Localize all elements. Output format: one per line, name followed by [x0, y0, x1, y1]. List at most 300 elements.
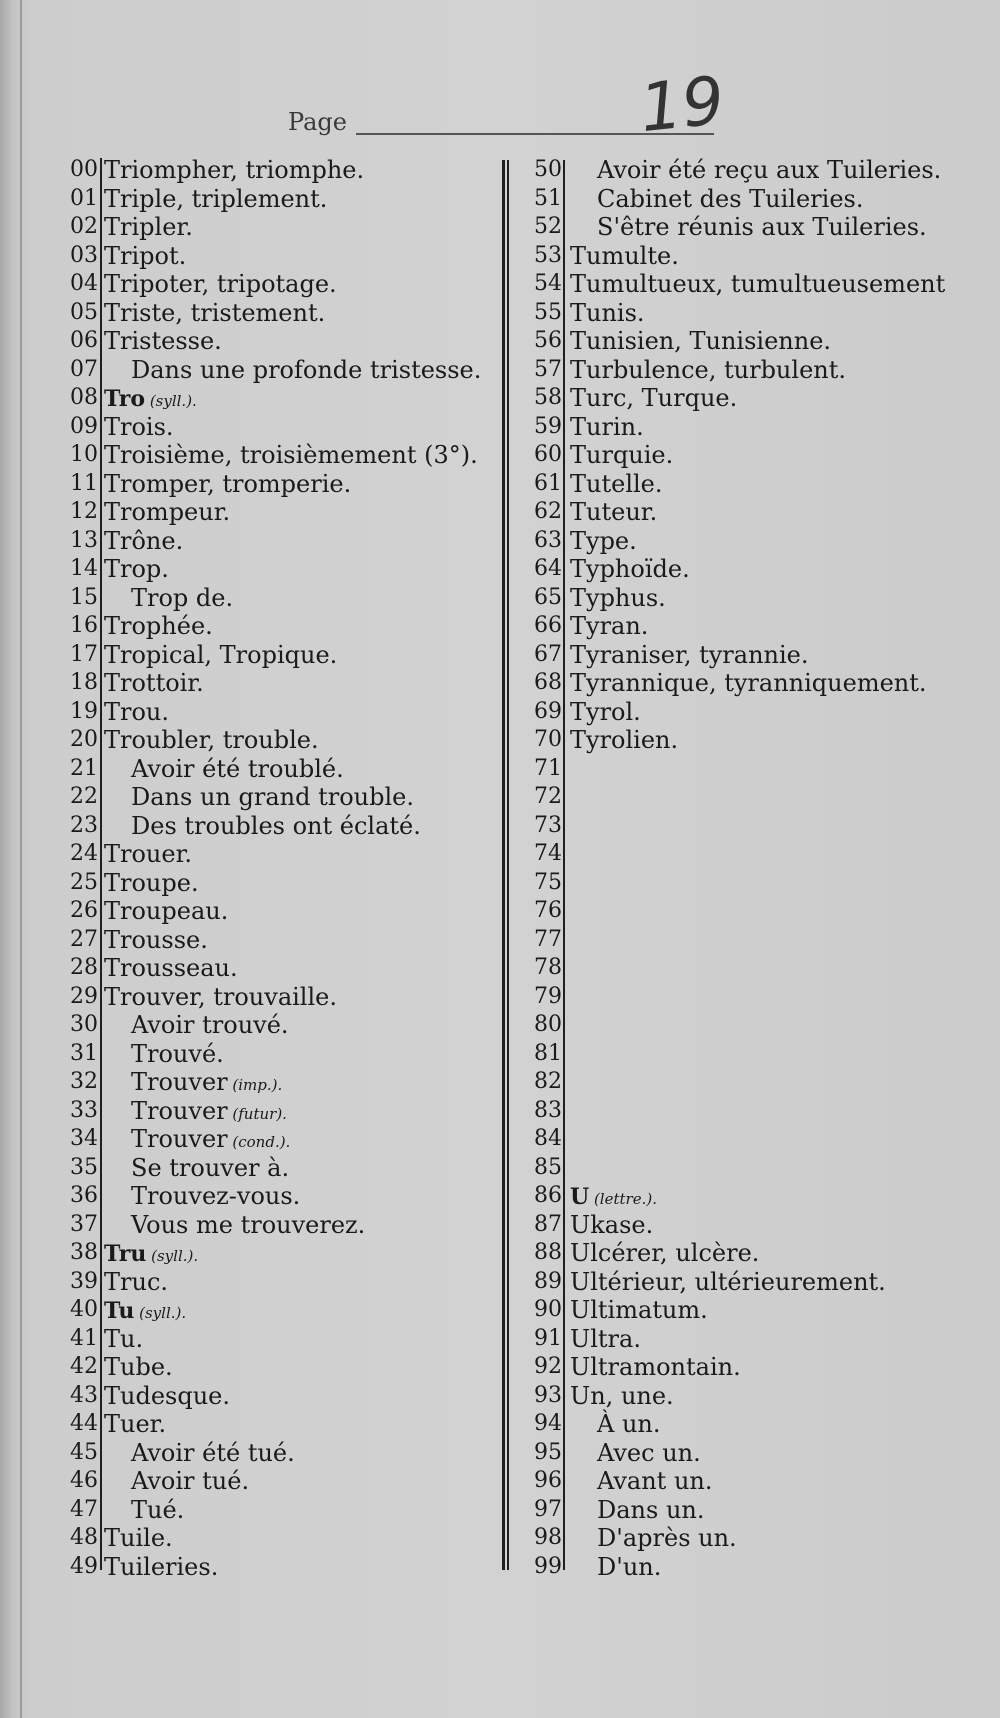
entry-text — [570, 498, 657, 527]
entry-row — [54, 726, 500, 755]
entry-word: Tripot. — [104, 241, 187, 270]
entry-row — [518, 1496, 1000, 1525]
entry-text — [570, 698, 641, 727]
entry-text — [104, 384, 197, 416]
entry-row — [54, 1125, 500, 1154]
entry-number: 04 — [70, 271, 98, 296]
entry-word: À un. — [597, 1410, 661, 1438]
entry-word: Troisième, troisièmement (3°). — [104, 441, 478, 469]
entry-number: 87 — [534, 1211, 562, 1237]
center-double-rule-left — [502, 160, 505, 1570]
entry-text — [570, 1211, 653, 1240]
entry-number: 41 — [70, 1325, 98, 1351]
entry-text — [570, 1296, 708, 1325]
entry-row — [54, 1439, 500, 1468]
entry-word: Tunisien, Tunisienne. — [570, 327, 832, 355]
entry-text — [104, 1410, 166, 1439]
entry-number: 08 — [70, 385, 98, 410]
entry-word: Trophée. — [104, 612, 213, 640]
entry-row — [518, 954, 1000, 983]
entry-word: Trouvé. — [131, 1039, 224, 1068]
page-label: Page — [288, 108, 347, 136]
entry-note: (cond.). — [227, 1133, 291, 1151]
entry-row — [518, 327, 1000, 356]
entry-text — [131, 755, 344, 784]
entry-text — [104, 242, 186, 271]
entry-number: 34 — [70, 1126, 98, 1151]
entry-number: 00 — [70, 157, 98, 182]
entry-word: Trouver — [131, 1125, 228, 1153]
entry-word: Triompher, triomphe. — [104, 156, 365, 184]
entry-number: 97 — [534, 1496, 562, 1522]
entry-word: Tumulte. — [570, 241, 679, 270]
entry-word: D'un. — [597, 1552, 662, 1581]
entry-row — [54, 812, 500, 841]
entry-number: 60 — [534, 442, 562, 467]
entry-word: U — [570, 1184, 590, 1210]
entry-number: 23 — [70, 812, 98, 838]
entry-row — [54, 983, 500, 1012]
entry-text — [570, 356, 846, 385]
entry-number: 71 — [534, 755, 562, 781]
entry-number: 81 — [534, 1040, 562, 1066]
entry-row — [518, 156, 1000, 185]
entry-row — [518, 242, 1000, 271]
entry-row — [518, 897, 1000, 926]
entry-text — [570, 242, 679, 271]
entry-text — [570, 441, 673, 470]
entry-word: Tunis. — [570, 298, 645, 327]
entry-text — [570, 299, 645, 328]
entry-word: Typhoïde. — [570, 555, 690, 583]
entry-text — [570, 641, 809, 670]
entry-row — [54, 1040, 500, 1069]
entry-word: Avoir trouvé. — [131, 1011, 289, 1039]
entry-word: Ultra. — [570, 1324, 641, 1353]
entry-row — [54, 213, 500, 242]
entry-word: Trouer. — [104, 840, 193, 868]
entry-number: 37 — [70, 1211, 98, 1237]
entry-word: Tudesque. — [104, 1381, 230, 1410]
entry-word: D'après un. — [597, 1524, 737, 1552]
entry-number: 82 — [534, 1069, 562, 1094]
binding-edge — [20, 0, 22, 1718]
entry-row — [518, 527, 1000, 556]
entry-row — [518, 1410, 1000, 1439]
entry-number: 45 — [70, 1439, 98, 1465]
entry-number: 30 — [70, 1012, 98, 1037]
entry-row — [518, 755, 1000, 784]
entry-row — [54, 1182, 500, 1211]
entry-row — [54, 783, 500, 812]
entry-number: 75 — [534, 869, 562, 895]
entry-word: Trottoir. — [104, 669, 204, 697]
entry-text — [104, 1325, 143, 1354]
entry-number: 57 — [534, 356, 562, 382]
entry-number: 66 — [534, 613, 562, 638]
entry-number: 70 — [534, 727, 562, 752]
entry-row — [54, 1496, 500, 1525]
entry-row — [54, 498, 500, 527]
entry-word: Turbulence, turbulent. — [570, 355, 846, 384]
entry-note: (syll.). — [145, 392, 197, 410]
entry-word: Trousse. — [104, 925, 208, 954]
entry-row — [54, 185, 500, 214]
entry-row — [518, 669, 1000, 698]
entry-row — [518, 1553, 1000, 1582]
entry-number: 79 — [534, 983, 562, 1009]
entry-row — [54, 470, 500, 499]
entry-word: Dans une profonde tristesse. — [131, 355, 482, 384]
entry-text — [131, 1211, 365, 1240]
entry-word: Turquie. — [570, 441, 674, 469]
entry-row — [518, 840, 1000, 869]
entry-word: Tripler. — [104, 213, 193, 241]
entry-number: 31 — [70, 1040, 98, 1066]
entry-number: 72 — [534, 784, 562, 809]
entry-text — [104, 954, 238, 983]
entry-text — [570, 1382, 674, 1411]
entry-word: Ultimatum. — [570, 1296, 708, 1324]
entry-row — [518, 555, 1000, 584]
entry-row — [54, 897, 500, 926]
entry-text — [597, 1524, 737, 1553]
entry-number: 25 — [70, 869, 98, 895]
entry-word: Trois. — [104, 412, 174, 441]
entry-number: 93 — [534, 1382, 562, 1408]
entry-text — [104, 1353, 173, 1382]
entry-number: 03 — [70, 242, 98, 268]
entry-text — [131, 1097, 287, 1129]
entry-row — [54, 1467, 500, 1496]
entry-word: Tro — [104, 386, 146, 412]
entry-text — [104, 413, 174, 442]
entry-number: 18 — [70, 670, 98, 695]
entry-word: Tromper, tromperie. — [104, 469, 352, 498]
entry-number: 17 — [70, 641, 98, 667]
entry-text — [104, 1268, 168, 1297]
entry-row — [518, 783, 1000, 812]
entry-row — [518, 1154, 1000, 1183]
entry-row — [54, 869, 500, 898]
entry-number: 26 — [70, 898, 98, 923]
entry-text — [131, 1154, 289, 1183]
entry-number: 80 — [534, 1012, 562, 1037]
entry-text — [597, 1410, 661, 1439]
entry-text — [104, 726, 319, 755]
entry-number: 55 — [534, 299, 562, 325]
entry-row — [518, 1211, 1000, 1240]
entry-word: Des troubles ont éclaté. — [131, 811, 421, 840]
entry-row — [518, 441, 1000, 470]
entry-word: Trop. — [104, 555, 169, 583]
entry-text — [597, 1439, 701, 1468]
entry-word: Tropical, Tropique. — [104, 640, 338, 669]
entry-number: 13 — [70, 527, 98, 553]
entry-text — [104, 669, 204, 698]
entry-number: 98 — [534, 1525, 562, 1550]
entry-number: 99 — [534, 1553, 562, 1579]
entry-number: 84 — [534, 1126, 562, 1151]
entry-row — [518, 612, 1000, 641]
entry-number: 63 — [534, 527, 562, 553]
entry-text — [104, 1553, 218, 1582]
entry-text — [131, 812, 421, 841]
entry-number: 52 — [534, 214, 562, 239]
entry-row — [518, 698, 1000, 727]
entry-text — [570, 669, 927, 698]
entry-text — [131, 1439, 295, 1468]
entry-row — [54, 1296, 500, 1325]
entry-note: (syll.). — [146, 1247, 199, 1265]
entry-row — [518, 270, 1000, 299]
center-double-rule-right — [507, 160, 509, 1570]
entry-word: Troubler, trouble. — [104, 726, 319, 754]
entry-row — [54, 555, 500, 584]
entry-number: 94 — [534, 1411, 562, 1436]
entry-text — [104, 641, 337, 670]
entry-number: 61 — [534, 470, 562, 496]
entry-row — [518, 1382, 1000, 1411]
entry-word: Type. — [570, 526, 637, 555]
entry-text — [131, 1182, 300, 1211]
entry-text — [570, 612, 648, 641]
entry-number: 77 — [534, 926, 562, 952]
entry-row — [518, 1296, 1000, 1325]
entry-number: 36 — [70, 1183, 98, 1208]
entry-word: Trompeur. — [104, 498, 231, 526]
entry-word: Triple, triplement. — [104, 184, 328, 213]
entry-text — [570, 470, 663, 499]
entry-word: Un, une. — [570, 1381, 674, 1410]
entry-number: 11 — [70, 470, 98, 496]
entry-row — [518, 1011, 1000, 1040]
entry-word: Tripoter, tripotage. — [104, 270, 337, 298]
entry-number: 09 — [70, 413, 98, 439]
entry-row — [54, 1154, 500, 1183]
entry-word: Avant un. — [597, 1467, 713, 1495]
entry-word: Trop de. — [131, 583, 234, 612]
entry-word: Tu — [104, 1298, 135, 1324]
entry-row — [54, 1353, 500, 1382]
entry-word: Tué. — [131, 1495, 185, 1524]
entry-number: 10 — [70, 442, 98, 467]
entry-text — [104, 698, 169, 727]
entry-text — [597, 185, 863, 214]
entry-text — [131, 356, 481, 385]
entry-row — [54, 840, 500, 869]
entry-row — [54, 1011, 500, 1040]
entry-note: (futur). — [227, 1104, 287, 1123]
entry-text — [104, 498, 230, 527]
entry-word: Tyran. — [570, 612, 649, 640]
entry-note: (syll.). — [134, 1304, 187, 1322]
entry-row — [518, 1068, 1000, 1097]
entry-row — [518, 812, 1000, 841]
entry-number: 54 — [534, 271, 562, 296]
entry-row — [518, 869, 1000, 898]
entry-number: 47 — [70, 1496, 98, 1522]
entry-text — [570, 1268, 886, 1297]
entry-number: 01 — [70, 185, 98, 211]
entry-row — [518, 1325, 1000, 1354]
entry-number: 58 — [534, 385, 562, 410]
entry-text — [570, 1353, 741, 1382]
entry-text — [597, 1553, 661, 1582]
entry-row — [54, 954, 500, 983]
entry-number: 27 — [70, 926, 98, 952]
entry-number: 91 — [534, 1325, 562, 1351]
entry-word: Vous me trouverez. — [131, 1210, 366, 1239]
entry-number: 90 — [534, 1297, 562, 1322]
entry-text — [131, 1040, 224, 1069]
entry-text — [104, 441, 478, 470]
entry-number: 22 — [70, 784, 98, 809]
entry-row — [518, 1239, 1000, 1268]
entry-word: Avoir tué. — [131, 1467, 250, 1495]
entry-word: Turc, Turque. — [570, 384, 738, 412]
entry-number: 83 — [534, 1097, 562, 1123]
entry-number: 50 — [534, 157, 562, 182]
entry-word: Tyraniser, tyrannie. — [570, 640, 809, 669]
entry-word: Tuteur. — [570, 498, 658, 526]
entry-text — [570, 384, 737, 413]
entry-text — [131, 1496, 184, 1525]
entry-row — [518, 1524, 1000, 1553]
entry-number: 16 — [70, 613, 98, 638]
entry-number: 95 — [534, 1439, 562, 1465]
entry-row — [54, 1097, 500, 1126]
entry-number: 21 — [70, 755, 98, 781]
entry-row — [54, 156, 500, 185]
entry-row — [54, 1410, 500, 1439]
entry-word: Avoir été tué. — [131, 1438, 295, 1467]
right-entry-column — [518, 156, 1000, 1581]
entry-row — [518, 1097, 1000, 1126]
entry-text — [104, 1296, 186, 1328]
entry-text — [104, 840, 192, 869]
entry-number: 38 — [70, 1240, 98, 1265]
entry-number: 74 — [534, 841, 562, 866]
entry-text — [104, 327, 222, 356]
entry-word: Trouver, trouvaille. — [104, 982, 337, 1011]
entry-row — [54, 384, 500, 413]
entry-text — [104, 213, 193, 242]
entry-number: 49 — [70, 1553, 98, 1579]
entry-text — [104, 156, 364, 185]
entry-word: Tu. — [104, 1324, 144, 1353]
entry-row — [54, 242, 500, 271]
left-entry-column — [54, 156, 500, 1581]
entry-word: Tyrannique, tyranniquement. — [570, 669, 927, 697]
entry-row — [518, 498, 1000, 527]
entry-text — [104, 612, 213, 641]
entry-row — [518, 584, 1000, 613]
entry-number: 92 — [534, 1354, 562, 1379]
entry-number: 02 — [70, 214, 98, 239]
entry-word: Tutelle. — [570, 469, 663, 498]
entry-text — [104, 185, 327, 214]
entry-text — [597, 213, 927, 242]
entry-number: 33 — [70, 1097, 98, 1123]
entry-number: 62 — [534, 499, 562, 524]
entry-word: Dans un. — [597, 1495, 705, 1524]
entry-text — [131, 584, 233, 613]
entry-word: Ulcérer, ulcère. — [570, 1239, 760, 1267]
entry-text — [131, 1125, 290, 1157]
entry-word: Trou. — [104, 697, 170, 726]
entry-row — [54, 356, 500, 385]
entry-word: Triste, tristement. — [104, 298, 326, 327]
entry-number: 76 — [534, 898, 562, 923]
entry-number: 46 — [70, 1468, 98, 1493]
entry-word: Tyrol. — [570, 697, 641, 726]
entry-text — [104, 897, 228, 926]
entry-row — [518, 1182, 1000, 1211]
entry-row — [518, 185, 1000, 214]
entry-text — [104, 869, 199, 898]
entry-row — [518, 1467, 1000, 1496]
entry-number: 32 — [70, 1069, 98, 1094]
entry-text — [104, 527, 183, 556]
entry-word: Trouvez-vous. — [131, 1182, 301, 1210]
entry-note: (imp.). — [227, 1076, 283, 1094]
entry-text — [104, 1239, 198, 1271]
entry-text — [131, 1011, 289, 1040]
entry-text — [570, 555, 690, 584]
entry-number: 68 — [534, 670, 562, 695]
entry-word: Typhus. — [570, 583, 666, 612]
entry-word: Tumultueux, tumultueusement — [570, 270, 946, 298]
entry-row — [54, 327, 500, 356]
entry-number: 43 — [70, 1382, 98, 1408]
entry-text — [131, 783, 414, 812]
entry-text — [104, 1524, 173, 1553]
entry-row — [54, 527, 500, 556]
entry-row — [518, 384, 1000, 413]
entry-row — [54, 1068, 500, 1097]
entry-number: 07 — [70, 356, 98, 382]
entry-text — [570, 527, 637, 556]
entry-word: Ukase. — [570, 1210, 654, 1239]
entry-row — [54, 698, 500, 727]
entry-row — [54, 1268, 500, 1297]
entry-text — [131, 1068, 282, 1100]
entry-number: 44 — [70, 1411, 98, 1436]
entry-number: 88 — [534, 1240, 562, 1265]
entry-row — [54, 612, 500, 641]
entry-row — [518, 983, 1000, 1012]
entry-number: 14 — [70, 556, 98, 581]
entry-number: 86 — [534, 1183, 562, 1208]
entry-row — [54, 413, 500, 442]
entry-number: 65 — [534, 584, 562, 610]
entry-row — [54, 1524, 500, 1553]
entry-word: S'être réunis aux Tuileries. — [597, 213, 927, 241]
entry-row — [518, 356, 1000, 385]
entry-number: 19 — [70, 698, 98, 724]
entry-word: Trouver — [131, 1068, 228, 1096]
entry-word: Tuile. — [104, 1524, 173, 1552]
entry-word: Tyrolien. — [570, 726, 679, 754]
entry-row — [54, 1553, 500, 1582]
entry-word: Avec un. — [597, 1438, 701, 1467]
entry-text — [104, 983, 337, 1012]
entry-number: 85 — [534, 1154, 562, 1180]
entry-number: 39 — [70, 1268, 98, 1294]
entry-row — [54, 1325, 500, 1354]
entry-text — [131, 1467, 249, 1496]
